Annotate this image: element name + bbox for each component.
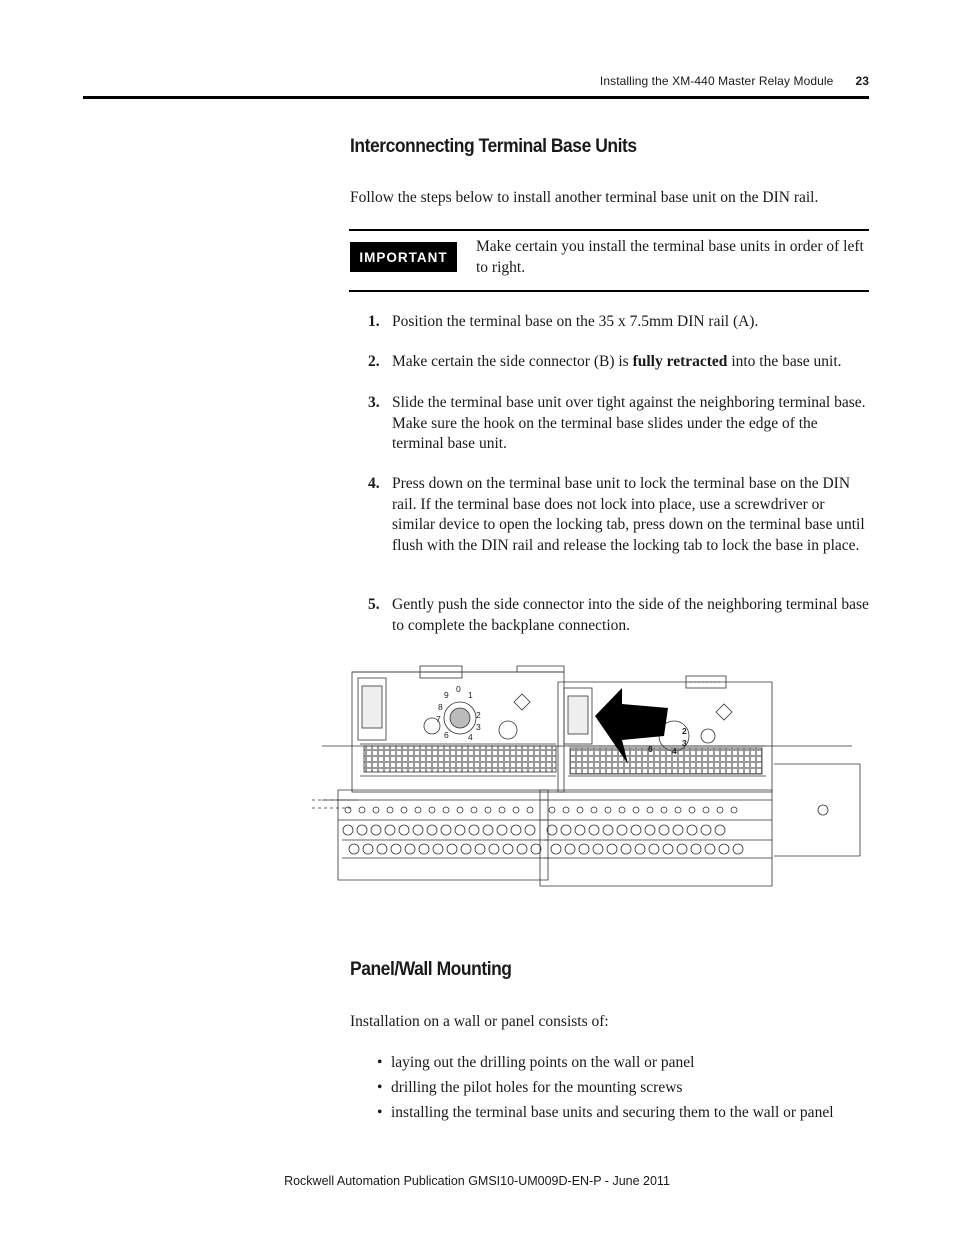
running-head-title: Installing the XM-440 Master Relay Module <box>599 74 834 88</box>
list-item-text: installing the terminal base units and securing them to the wall or panel <box>391 1104 834 1121</box>
section-intro: Follow the steps below to install another terminal base unit on the DIN rail. <box>350 189 819 206</box>
bullet-icon: • <box>377 1104 383 1121</box>
screw-row <box>343 807 541 854</box>
section-heading-interconnecting: Interconnecting Terminal Base Units <box>350 136 637 157</box>
important-bottom-rule <box>349 290 869 292</box>
list-item <box>377 1078 877 1099</box>
dial-digit: 0 <box>456 684 461 694</box>
publication-footer: Rockwell Automation Publication GMSI10-UM009D-EN-P - June 2011 <box>284 1174 670 1188</box>
step-number: 2. <box>368 353 380 370</box>
dial-digit: 4 <box>468 732 473 742</box>
dial-digit: 1 <box>468 690 473 700</box>
step-number: 5. <box>368 596 380 613</box>
left-terminal-base <box>338 666 564 880</box>
step-text-bold: fully retracted <box>632 353 728 370</box>
step-3 <box>368 393 870 455</box>
page-number: 23 <box>855 74 869 88</box>
screw-row <box>547 807 743 854</box>
section-heading-panel-wall: Panel/Wall Mounting <box>350 959 512 980</box>
important-top-rule <box>349 229 869 231</box>
dial-digit: 4 <box>672 746 677 756</box>
header-rule <box>83 96 869 99</box>
dial-digit: 9 <box>444 690 449 700</box>
dial-digit: 7 <box>436 714 441 724</box>
step-1 <box>368 312 870 333</box>
step-text: Slide the terminal base unit over tight against the neighboring terminal base. Make sure the hook on the terminal base slides under the edge of the terminal base unit. <box>392 394 866 452</box>
dial-digit: 6 <box>444 730 449 740</box>
step-text-part: into the base unit. <box>727 353 842 370</box>
dial-digit: 6 <box>648 744 653 754</box>
list-item <box>377 1103 877 1124</box>
list-item-text: laying out the drilling points on the wall or panel <box>391 1054 695 1071</box>
bullet-icon: • <box>377 1079 383 1096</box>
dial-digit: 3 <box>476 722 481 732</box>
step-text: Position the terminal base on the 35 x 7.5mm DIN rail (A). <box>392 313 759 330</box>
step-2 <box>368 352 870 373</box>
dial-digit: 2 <box>476 710 481 720</box>
list-item-text: drilling the pilot holes for the mounting screws <box>391 1079 683 1096</box>
list-item <box>377 1053 877 1074</box>
terminal-base-illustration <box>312 660 870 892</box>
step-number: 1. <box>368 313 380 330</box>
important-label: IMPORTANT <box>350 242 457 272</box>
step-number: 3. <box>368 394 380 411</box>
step-5 <box>368 595 870 636</box>
section-intro: Installation on a wall or panel consists of: <box>350 1013 609 1030</box>
bullet-icon: • <box>377 1054 383 1071</box>
step-text: Gently push the side connector into the side of the neighboring terminal base to complete the backplane connection. <box>392 596 869 634</box>
dial-digit: 3 <box>682 738 687 748</box>
step-text: Press down on the terminal base unit to lock the terminal base on the DIN rail. If the terminal base does not lock into place, use a screwdriver or similar device to open the locking tab, press down on the terminal base until flush with the DIN rail and release the locking tab to lock the base in place. <box>392 475 865 554</box>
running-head <box>600 74 869 88</box>
dial-digit: 8 <box>438 702 443 712</box>
step-4 <box>368 474 870 556</box>
important-text: Make certain you install the terminal base units in order of left to right. <box>476 238 864 276</box>
step-text-part: Make certain the side connector (B) is <box>392 353 633 370</box>
step-number: 4. <box>368 475 380 492</box>
dial-digit: 2 <box>682 726 687 736</box>
step-text <box>392 352 870 373</box>
